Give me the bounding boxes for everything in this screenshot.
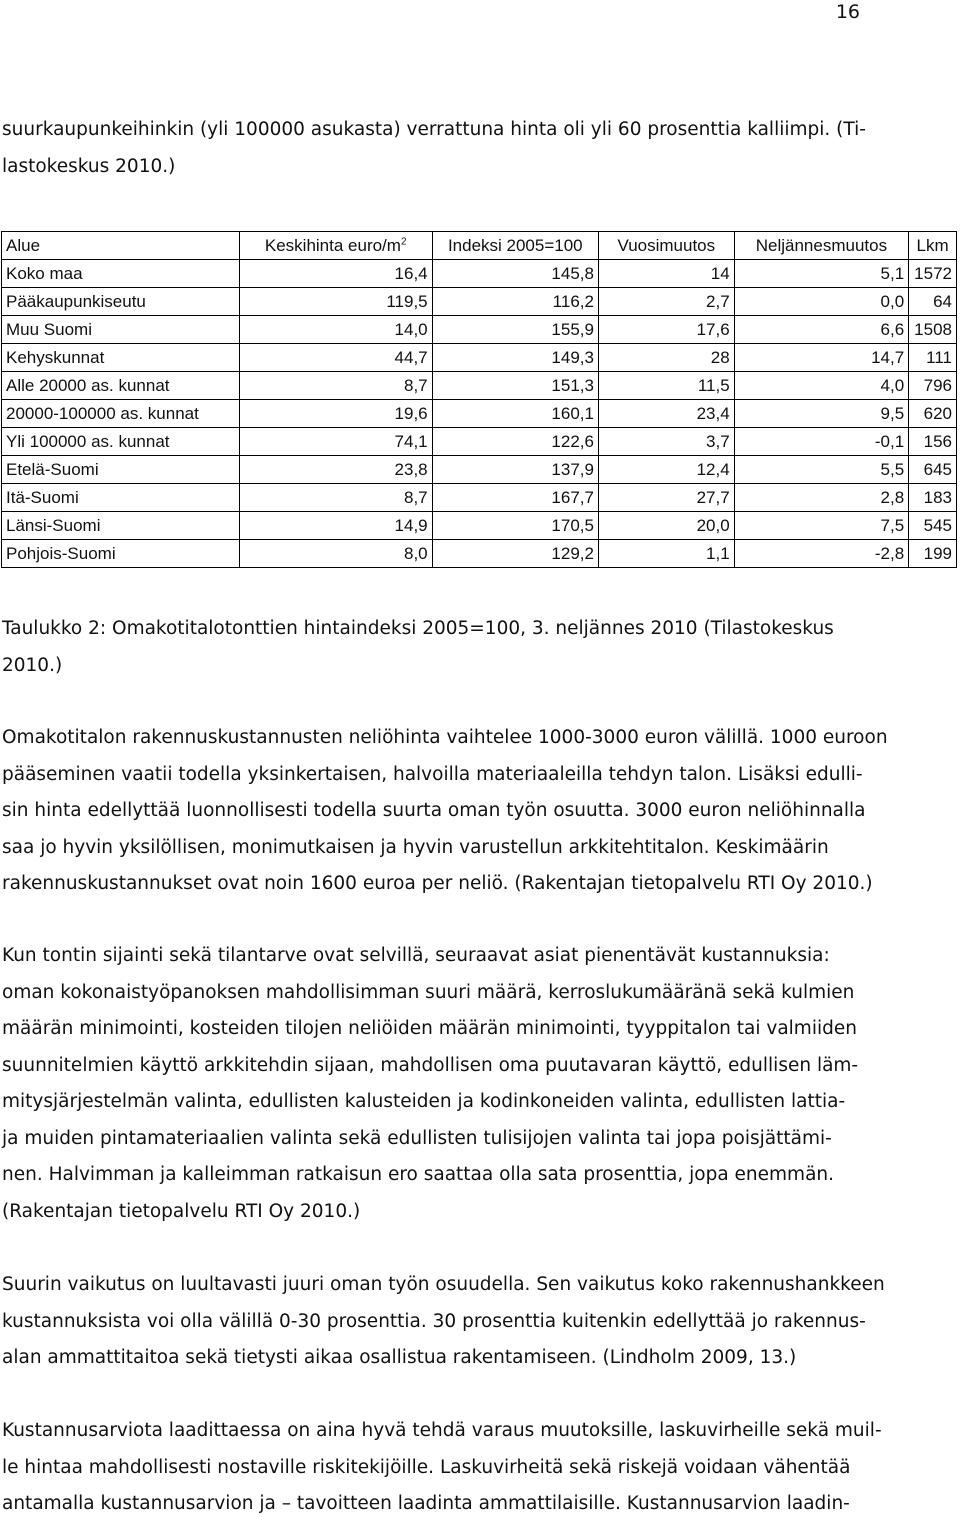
- table-body: [2, 260, 957, 568]
- text-line: mitysjärjestelmän valinta, edullisten kalusteiden ja kodinkoneiden valinta, edullisten lattia-: [2, 1091, 846, 1112]
- text-line: Omakotitalon rakennuskustannusten neliöhinta vaihtelee 1000-3000 euron välillä. 1000 euroon: [2, 727, 888, 748]
- cell-keskihinta: 14,9: [239, 512, 432, 540]
- cell-vuosimuutos: 11,5: [598, 372, 734, 400]
- cell-keskihinta: 119,5: [239, 288, 432, 316]
- table-row: [2, 372, 957, 400]
- text-line: Taulukko 2: Omakotitalotonttien hintaindeksi 2005=100, 3. neljännes 2010 (Tilastokeskus: [2, 618, 834, 639]
- text-line: sin hinta edellyttää luonnollisesti todella suurta oman työn osuutta. 3000 euron neliöhinnalla: [2, 800, 866, 821]
- paragraph-cost-estimate: [2, 1413, 902, 1523]
- cell-alue: Länsi-Suomi: [2, 512, 240, 540]
- text-line: alan ammattitaitoa sekä tietysti aikaa osallistua rakentamiseen. (Lindholm 2009, 13.): [2, 1347, 797, 1368]
- cell-indeksi: 167,7: [432, 484, 598, 512]
- cell-vuosimuutos: 28: [598, 344, 734, 372]
- paragraph-cost-reduction: [2, 938, 902, 1230]
- cell-neljannesmuutos: -2,8: [734, 540, 909, 568]
- cell-vuosimuutos: 14: [598, 260, 734, 288]
- cell-lkm: 64: [909, 288, 957, 316]
- text-line: rakennuskustannukset ovat noin 1600 euroa per neliö. (Rakentajan tietopalvelu RTI Oy 2010.): [2, 873, 873, 894]
- cell-neljannesmuutos: -0,1: [734, 428, 909, 456]
- text-line: suurkaupunkeihinkin (yli 100000 asukasta) verrattuna hinta oli yli 60 prosenttia kalliimpi. (Ti-: [2, 119, 866, 140]
- table-row: [2, 288, 957, 316]
- text-line: kustannuksista voi olla välillä 0-30 prosenttia. 30 prosenttia kuitenkin edellyttää jo rakennus-: [2, 1310, 866, 1332]
- paragraph-construction-costs: [2, 720, 902, 903]
- cell-alue: Muu Suomi: [2, 316, 240, 344]
- cell-lkm: 156: [909, 428, 957, 456]
- cell-alue: 20000-100000 as. kunnat: [2, 400, 240, 428]
- page-number: 16: [835, 1, 860, 23]
- cell-vuosimuutos: 20,0: [598, 512, 734, 540]
- text-line: nen. Halvimman ja kalleimman ratkaisun ero saattaa olla sata prosenttia, jopa enemmän.: [2, 1164, 835, 1185]
- table-row: [2, 260, 957, 288]
- cell-neljannesmuutos: 0,0: [734, 288, 909, 316]
- paragraph-own-work: [2, 1267, 902, 1377]
- cell-lkm: 111: [909, 344, 957, 372]
- cell-indeksi: 160,1: [432, 400, 598, 428]
- table-row: [2, 540, 957, 568]
- cell-alue: Etelä-Suomi: [2, 456, 240, 484]
- header-neljannesmuutos: Neljännesmuutos: [734, 232, 909, 260]
- table-header-row: [2, 232, 957, 260]
- cell-lkm: 199: [909, 540, 957, 568]
- text-line: Kun tontin sijainti sekä tilantarve ovat selvillä, seuraavat asiat pienentävät kustannuksia:: [2, 945, 830, 966]
- header-keskihinta-label: Keskihinta euro/m: [264, 235, 401, 255]
- cell-lkm: 1508: [909, 316, 957, 344]
- header-keskihinta: [239, 232, 432, 260]
- cell-alue: Pohjois-Suomi: [2, 540, 240, 568]
- cell-alue: Pääkaupunkiseutu: [2, 288, 240, 316]
- intro-paragraph: [2, 112, 902, 185]
- cell-indeksi: 155,9: [432, 316, 598, 344]
- cell-vuosimuutos: 12,4: [598, 456, 734, 484]
- text-line: saa jo hyvin yksilöllisen, monimutkaisen ja hyvin varustellun arkkitehtitalon. Keskimäärin: [2, 836, 829, 858]
- header-keskihinta-superscript: 2: [400, 235, 407, 247]
- header-vuosimuutos: Vuosimuutos: [598, 232, 734, 260]
- table-row: [2, 316, 957, 344]
- cell-neljannesmuutos: 9,5: [734, 400, 909, 428]
- text-line: Suurin vaikutus on luultavasti juuri oman työn osuudella. Sen vaikutus koko rakennushankkeen: [2, 1274, 885, 1295]
- cell-vuosimuutos: 3,7: [598, 428, 734, 456]
- text-line: suunnitelmien käyttö arkkitehdin sijaan, mahdollisen oma puutavaran käyttö, edullisen läm-: [2, 1054, 859, 1076]
- cell-keskihinta: 8,7: [239, 484, 432, 512]
- text-line: pääseminen vaatii todella yksinkertaisen, halvoilla materiaaleilla tehdyn talon. Lisäksi edulli-: [2, 763, 863, 785]
- cell-indeksi: 170,5: [432, 512, 598, 540]
- cell-neljannesmuutos: 6,6: [734, 316, 909, 344]
- cell-lkm: 796: [909, 372, 957, 400]
- cell-alue: Itä-Suomi: [2, 484, 240, 512]
- text-line: määrän minimointi, kosteiden tilojen neliöiden määrän minimointi, tyyppitalon tai valmiiden: [2, 1018, 857, 1039]
- table-row: [2, 484, 957, 512]
- price-index-table: [1, 231, 957, 568]
- header-lkm: Lkm: [909, 232, 957, 260]
- cell-keskihinta: 23,8: [239, 456, 432, 484]
- table-row: [2, 512, 957, 540]
- table-row: [2, 400, 957, 428]
- cell-keskihinta: 8,7: [239, 372, 432, 400]
- text-line: le hintaa mahdollisesti nostaville riskitekijöille. Laskuvirheitä sekä riskejä voidaan vähentää: [2, 1456, 851, 1478]
- cell-indeksi: 122,6: [432, 428, 598, 456]
- text-line: (Rakentajan tietopalvelu RTI Oy 2010.): [2, 1200, 361, 1222]
- cell-alue: Koko maa: [2, 260, 240, 288]
- cell-alue: Alle 20000 as. kunnat: [2, 372, 240, 400]
- cell-lkm: 620: [909, 400, 957, 428]
- cell-vuosimuutos: 2,7: [598, 288, 734, 316]
- cell-lkm: 645: [909, 456, 957, 484]
- cell-neljannesmuutos: 5,1: [734, 260, 909, 288]
- cell-lkm: 1572: [909, 260, 957, 288]
- cell-indeksi: 145,8: [432, 260, 598, 288]
- cell-keskihinta: 14,0: [239, 316, 432, 344]
- cell-indeksi: 151,3: [432, 372, 598, 400]
- cell-indeksi: 137,9: [432, 456, 598, 484]
- table-row: [2, 456, 957, 484]
- cell-indeksi: 149,3: [432, 344, 598, 372]
- text-line: oman kokonaistyöpanoksen mahdollisimman suuri määrä, kerroslukumääränä sekä kulmien: [2, 981, 855, 1003]
- table-caption: [2, 611, 902, 684]
- cell-indeksi: 129,2: [432, 540, 598, 568]
- table-row: [2, 344, 957, 372]
- text-line: lastokeskus 2010.): [2, 155, 176, 177]
- text-line: ja muiden pintamateriaalien valinta sekä edullisten tulisijojen valinta tai jopa poisjättämi-: [2, 1127, 832, 1149]
- cell-vuosimuutos: 1,1: [598, 540, 734, 568]
- cell-neljannesmuutos: 4,0: [734, 372, 909, 400]
- cell-alue: Kehyskunnat: [2, 344, 240, 372]
- cell-neljannesmuutos: 7,5: [734, 512, 909, 540]
- cell-lkm: 183: [909, 484, 957, 512]
- cell-keskihinta: 44,7: [239, 344, 432, 372]
- cell-keskihinta: 74,1: [239, 428, 432, 456]
- text-line: 2010.): [2, 654, 63, 676]
- cell-vuosimuutos: 23,4: [598, 400, 734, 428]
- text-line: Kustannusarviota laadittaessa on aina hyvä tehdä varaus muutoksille, laskuvirheille sekä muil-: [2, 1420, 882, 1441]
- table-row: [2, 428, 957, 456]
- cell-keskihinta: 8,0: [239, 540, 432, 568]
- cell-lkm: 545: [909, 512, 957, 540]
- cell-indeksi: 116,2: [432, 288, 598, 316]
- cell-keskihinta: 19,6: [239, 400, 432, 428]
- cell-neljannesmuutos: 2,8: [734, 484, 909, 512]
- cell-neljannesmuutos: 14,7: [734, 344, 909, 372]
- cell-keskihinta: 16,4: [239, 260, 432, 288]
- header-alue: Alue: [2, 232, 240, 260]
- cell-neljannesmuutos: 5,5: [734, 456, 909, 484]
- cell-vuosimuutos: 17,6: [598, 316, 734, 344]
- text-line: antamalla kustannusarvion ja – tavoitteen laadinta ammattilaisille. Kustannusarvion laadin-: [2, 1493, 850, 1514]
- header-indeksi: Indeksi 2005=100: [432, 232, 598, 260]
- cell-alue: Yli 100000 as. kunnat: [2, 428, 240, 456]
- cell-vuosimuutos: 27,7: [598, 484, 734, 512]
